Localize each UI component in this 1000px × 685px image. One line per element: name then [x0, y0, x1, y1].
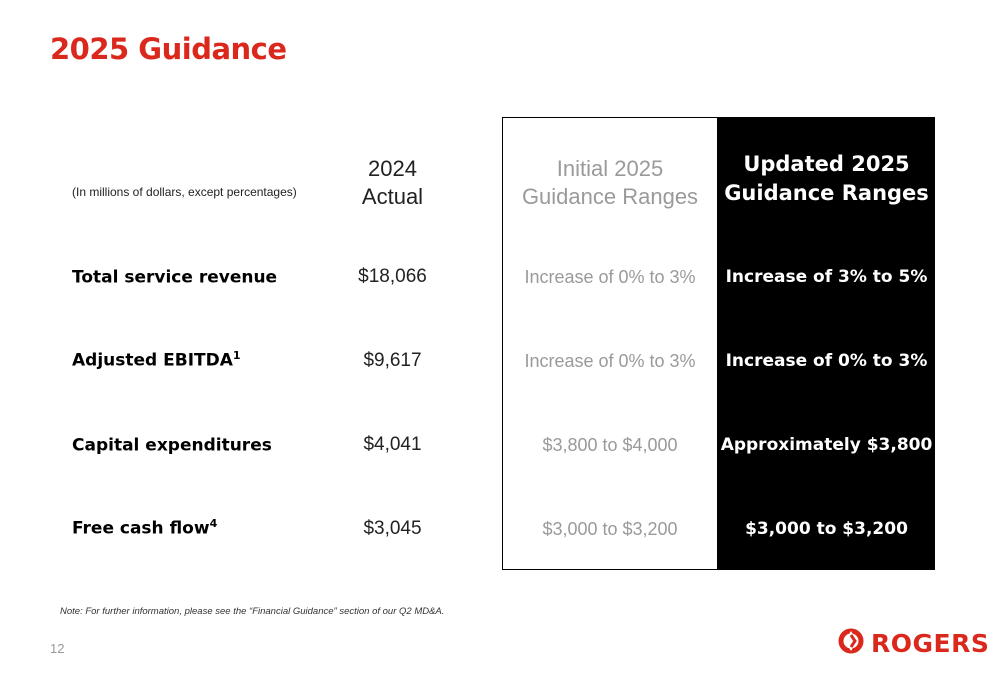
header-initial-guidance-line2: Guidance Ranges — [521, 184, 699, 209]
row-label-capital-expenditures — [72, 434, 272, 456]
row-label-free-cash-flow — [72, 517, 217, 539]
header-2024-actual-line1: 2024 — [368, 156, 417, 181]
cell-initial-total-service-revenue: Increase of 0% to 3% — [524, 267, 696, 287]
cell-initial-capital-expenditures: $3,800 to $4,000 — [542, 435, 678, 455]
row-label-text: Adjusted EBITDA — [72, 350, 233, 371]
header-updated-guidance-line1: Updated 2025 — [743, 152, 910, 176]
row-label-adjusted-ebitda — [72, 349, 241, 371]
cell-updated-adjusted-ebitda: Increase of 0% to 3% — [725, 351, 928, 371]
header-updated-guidance-line2: Guidance Ranges — [724, 181, 929, 205]
rogers-wordmark: ROGERS — [871, 629, 990, 658]
cell-actual-free-cash-flow: $3,045 — [363, 518, 422, 539]
units-note: (In millions of dollars, except percentages) — [72, 185, 297, 199]
cell-updated-total-service-revenue: Increase of 3% to 5% — [725, 267, 928, 287]
cell-initial-adjusted-ebitda: Increase of 0% to 3% — [524, 351, 696, 371]
cell-initial-free-cash-flow: $3,000 to $3,200 — [542, 519, 678, 539]
rogers-logo — [837, 627, 989, 660]
row-footnote-ref: 4 — [209, 517, 218, 530]
page-number: 12 — [50, 641, 65, 656]
row-label-text: Capital expenditures — [72, 435, 272, 456]
cell-updated-capital-expenditures: Approximately $3,800 — [720, 435, 933, 455]
rogers-swirl-icon — [837, 627, 865, 660]
header-updated-guidance — [718, 150, 935, 208]
row-footnote-ref: 1 — [232, 349, 241, 362]
page-title: 2025 Guidance — [50, 32, 287, 66]
cell-actual-adjusted-ebitda: $9,617 — [363, 350, 422, 371]
footnote: Note: For further information, please see the “Financial Guidance” section of our Q2 MD&A. — [60, 606, 445, 617]
row-label-text: Free cash flow — [72, 518, 210, 539]
cell-actual-total-service-revenue: $18,066 — [358, 266, 427, 287]
header-initial-guidance-line1: Initial 2025 — [556, 156, 664, 181]
header-initial-guidance — [502, 155, 718, 211]
row-label-total-service-revenue — [72, 266, 277, 288]
cell-actual-capital-expenditures: $4,041 — [363, 434, 422, 455]
header-2024-actual — [335, 155, 450, 211]
header-2024-actual-line2: Actual — [361, 184, 424, 209]
row-label-text: Total service revenue — [72, 267, 278, 288]
cell-updated-free-cash-flow: $3,000 to $3,200 — [745, 519, 908, 539]
